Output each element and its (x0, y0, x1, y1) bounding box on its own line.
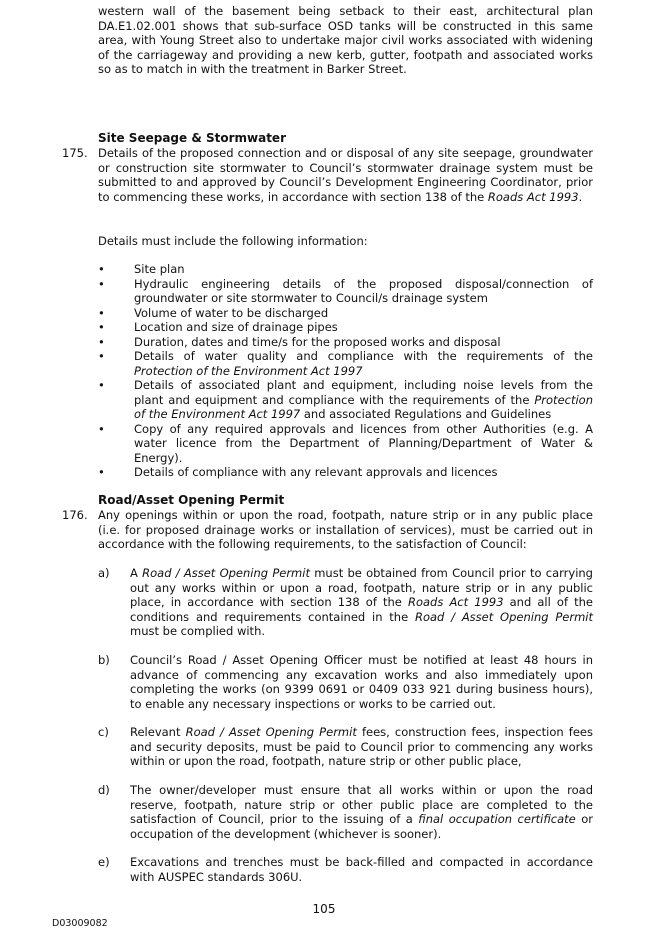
requirement-label: b) (98, 653, 110, 667)
requirement-label: e) (98, 855, 110, 869)
bullet-icon: • (98, 349, 105, 363)
list-item: • Details of water quality and compliance with the requirements of the Protection of the Environment Act 1997 (98, 349, 593, 378)
list-item: • Details of associated plant and equipment, including noise levels from the plant and equipment and compliance with the requirements of the Protection of the Environment Act 1997 and associated Regulations and Guidelines (98, 378, 593, 421)
requirement-e: e) Excavations and trenches must be back-filled and compacted in accordance with AUSPEC standards 306U. (98, 855, 593, 884)
requirement-b: b) Council’s Road / Asset Opening Officer must be notified at least 48 hours in advance of commencing any excavation works and also immediately upon completing the works (on 9399 0691 or 0409 033 921 during business hours), to enable any necessary inspections or works to be carried out. (98, 653, 593, 711)
requirement-label: a) (98, 566, 110, 580)
heading-site-seepage: Site Seepage & Stormwater (98, 131, 286, 145)
requirement-a: a) A Road / Asset Opening Permit must be obtained from Council prior to carrying out any works within or upon a road, footpath, nature strip or in any public place, in accordance with section 138 of the Roads Act 1993 and all of the conditions and requirements contained in the Road / Asset Opening Permit must be complied with. (98, 566, 593, 638)
bullet-icon: • (98, 320, 105, 334)
bullet-icon: • (98, 276, 105, 291)
condition-176-paragraph: Any openings within or upon the road, footpath, nature strip or in any public place (i.e. for proposed drainage works or installation of services), must be carried out in accordance with the following requirements, to the satisfaction of Council: (98, 508, 593, 551)
bullet-icon: • (98, 334, 105, 349)
details-intro: Details must include the following information: (98, 234, 368, 248)
list-item: • Copy of any required approvals and licences from other Authorities (e.g. A water licence from the Department of Planning/Department of Water & Energy). (98, 421, 593, 465)
list-item: • Volume of water to be discharged (98, 305, 329, 320)
requirement-d: d) The owner/developer must ensure that all works within or upon the road reserve, footpath, nature strip or other public place are completed to the satisfaction of Council, prior to the issuing of a final occupation certificate or occupation of the development (whichever is sooner). (98, 783, 593, 841)
condition-number-176: 176. (62, 508, 88, 522)
list-item: • Duration, dates and time/s for the proposed works and disposal (98, 334, 501, 349)
condition-175-paragraph: Details of the proposed connection and or disposal of any site seepage, groundwater or construction site stormwater to Council’s stormwater drainage system must be submitted to and approved by Council’s Development Engineering Coordinator, prior to commencing these works, in accordance with section 138 of the Roads Act 1993. (98, 146, 593, 204)
bullet-icon: • (98, 305, 105, 320)
bullet-icon: • (98, 378, 105, 392)
details-list (98, 262, 593, 480)
condition-number-175: 175. (62, 146, 88, 160)
page-number: 105 (312, 902, 336, 916)
list-item: • Location and size of drainage pipes (98, 320, 338, 334)
requirement-label: d) (98, 783, 110, 797)
list-item: • Hydraulic engineering details of the proposed disposal/connection of groundwater or site stormwater to Council/s drainage system (98, 276, 593, 305)
bullet-icon: • (98, 465, 105, 479)
requirement-label: c) (98, 725, 109, 739)
document-reference: D03009082 (52, 918, 108, 929)
list-item: • Details of compliance with any relevant approvals and licences (98, 465, 498, 479)
list-item: • Site plan (98, 262, 185, 276)
bullet-icon: • (98, 421, 105, 436)
requirement-c: c) Relevant Road / Asset Opening Permit fees, construction fees, inspection fees and security deposits, must be paid to Council prior to commencing any works within or upon the road, footpath, nature strip or other public place, (98, 725, 593, 768)
intro-paragraph: western wall of the basement being setback to their east, architectural plan DA.E1.02.001 shows that sub-surface OSD tanks will be constructed in this same area, with Young Street also to undertake major civil works associated with widening of the carriageway and providing a new kerb, gutter, footpath and associated works so as to match in with the treatment in Barker Street. (98, 4, 593, 76)
bullet-icon: • (98, 262, 105, 276)
heading-road-asset-permit: Road/Asset Opening Permit (98, 493, 285, 507)
